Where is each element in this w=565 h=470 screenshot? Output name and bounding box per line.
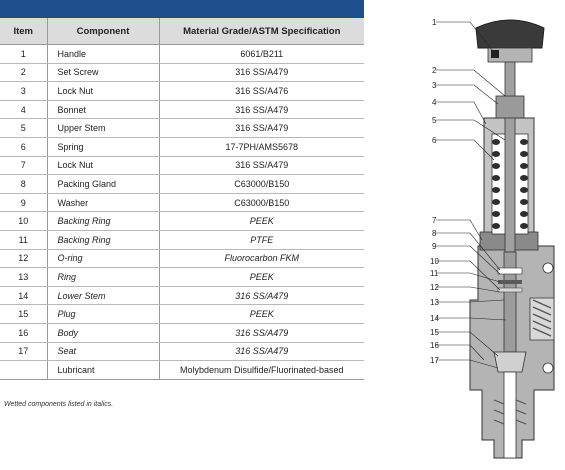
component-cell: Lubricant [47,361,159,380]
table-row [0,82,364,101]
material-cell: 316 SS/A479 [159,100,364,119]
table-row [0,342,364,361]
item-cell: 14 [0,286,47,305]
component-cell: Lock Nut [47,82,159,101]
lock-nut-upper [496,96,524,118]
callout-16: 16 [430,341,439,350]
table-row [0,268,364,287]
material-cell: 6061/B211 [159,45,364,64]
material-cell: Fluorocarbon FKM [159,249,364,268]
material-cell: 316 SS/A476 [159,82,364,101]
material-cell: PTFE [159,230,364,249]
packing-gland [498,268,522,274]
set-screw [491,50,499,58]
callout-12: 12 [430,283,439,292]
valve-cross-section-diagram [428,8,560,466]
callout-6: 6 [432,136,437,145]
table-row [0,286,364,305]
item-cell: 8 [0,175,47,194]
item-cell: 13 [0,268,47,287]
item-cell: 3 [0,82,47,101]
callout-9: 9 [432,242,437,251]
column-header-item: Item [0,18,47,45]
component-cell: Set Screw [47,63,159,82]
component-cell: Packing Gland [47,175,159,194]
body-hole-lower [543,363,553,373]
table-row [0,137,364,156]
component-cell: Plug [47,305,159,324]
header-bar [0,0,364,18]
callout-5: 5 [432,116,437,125]
item-cell: 11 [0,230,47,249]
column-header-material: Material Grade/ASTM Specification [159,18,364,45]
component-cell: Seat [47,342,159,361]
material-cell: Molybdenum Disulfide/Fluorinated-based [159,361,364,380]
item-cell: 9 [0,193,47,212]
component-cell: Body [47,323,159,342]
item-cell: 4 [0,100,47,119]
table-row [0,175,364,194]
component-cell: Lower Stem [47,286,159,305]
callout-10: 10 [430,257,439,266]
material-cell: 316 SS/A479 [159,119,364,138]
component-cell: Backing Ring [47,212,159,231]
callout-13: 13 [430,298,439,307]
callout-4: 4 [432,98,437,107]
table-row [0,100,364,119]
material-cell: PEEK [159,268,364,287]
item-cell: 6 [0,137,47,156]
table-row [0,230,364,249]
material-cell: 17-7PH/AMS5678 [159,137,364,156]
component-cell: Bonnet [47,100,159,119]
table-row [0,323,364,342]
backing-ring [498,288,522,292]
item-cell: 10 [0,212,47,231]
callout-11: 11 [430,269,439,278]
wetted-footnote: Wetted components listed in italics. [4,401,114,408]
item-cell: 15 [0,305,47,324]
material-cell: 316 SS/A479 [159,156,364,175]
item-cell: 17 [0,342,47,361]
callout-17: 17 [430,356,439,365]
table-row [0,63,364,82]
column-header-component: Component [47,18,159,45]
handle [476,20,544,48]
material-cell: C63000/B150 [159,193,364,212]
callout-2: 2 [432,66,437,75]
o-ring [498,280,522,284]
material-cell: PEEK [159,305,364,324]
materials-table [0,18,364,380]
material-cell: C63000/B150 [159,175,364,194]
component-cell: Spring [47,137,159,156]
table-row [0,249,364,268]
component-cell: Washer [47,193,159,212]
component-cell: O-ring [47,249,159,268]
table-header-row [0,18,364,45]
component-cell: Handle [47,45,159,64]
component-cell: Backing Ring [47,230,159,249]
table-row [0,156,364,175]
material-cell: PEEK [159,212,364,231]
lower-stem [504,252,516,352]
callout-8: 8 [432,229,437,238]
callout-3: 3 [432,81,437,90]
item-cell: 2 [0,63,47,82]
upper-stem [505,52,515,252]
component-cell: Upper Stem [47,119,159,138]
item-cell: 7 [0,156,47,175]
table-row [0,119,364,138]
callout-15: 15 [430,328,439,337]
callout-1: 1 [432,18,437,27]
table-row [0,193,364,212]
callout-7: 7 [432,216,437,225]
item-cell: 1 [0,45,47,64]
outlet-bore [504,372,516,458]
material-cell: 316 SS/A479 [159,63,364,82]
table-row [0,45,364,64]
seat [494,352,526,372]
table-row [0,361,364,380]
table-row [0,305,364,324]
component-cell: Ring [47,268,159,287]
item-cell: 5 [0,119,47,138]
item-cell: 16 [0,323,47,342]
body-hole-upper [543,263,553,273]
callout-14: 14 [430,314,439,323]
material-cell: 316 SS/A479 [159,342,364,361]
item-cell [0,361,47,380]
item-cell: 12 [0,249,47,268]
table-row [0,212,364,231]
component-cell: Lock Nut [47,156,159,175]
material-cell: 316 SS/A479 [159,323,364,342]
material-cell: 316 SS/A479 [159,286,364,305]
